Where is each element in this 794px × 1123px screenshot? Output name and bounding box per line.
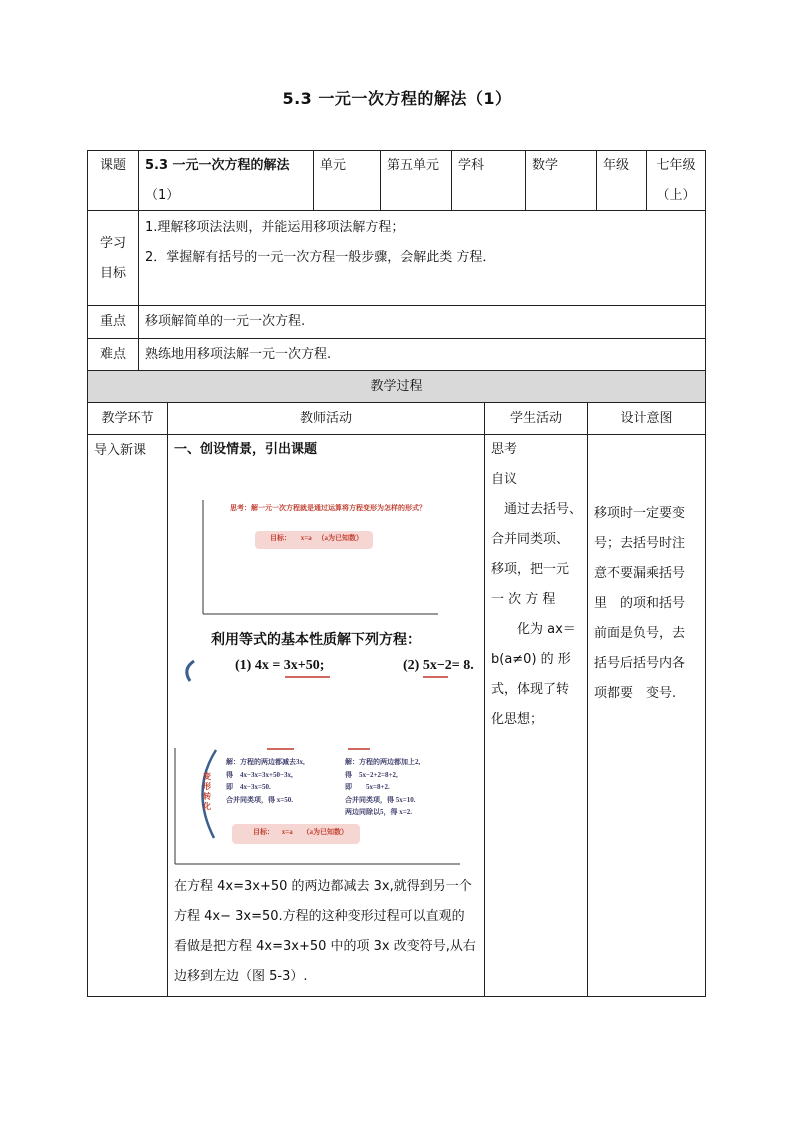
explanation — [174, 872, 476, 992]
equation-1: (1) 4x = 3x+50; — [235, 658, 325, 673]
student-line: 式，体现了转 — [491, 682, 570, 697]
col-student-label: 学生活动 — [509, 411, 562, 426]
slide-2-arc-icon — [187, 661, 194, 681]
goal-item-2: 2．掌握解有括号的一元一次方程一般步骤，会解此类 方程． — [145, 250, 496, 265]
slide-3-step-line: 解：方程的两边都加上2, — [345, 758, 421, 766]
unit-value-cell — [380, 150, 452, 211]
goals-value-cell — [138, 210, 706, 306]
student-activity — [491, 435, 583, 735]
slide-1-goal-note: （a为已知数） — [317, 534, 363, 542]
slide-3-right-steps — [345, 756, 420, 819]
difficulty-label-cell — [87, 338, 139, 371]
topic-value-cell — [138, 150, 314, 211]
slide-3-step-line: 得 5x−2+2=8+2, — [345, 770, 398, 779]
slide-3-step-line: 得 4x−3x=3x+50−3x, — [226, 770, 293, 779]
key-point-value-cell — [138, 305, 706, 339]
topic-line1: 5.3 一元一次方程的解法 — [145, 158, 290, 173]
student-line: 化为 ax＝ — [491, 622, 576, 637]
col-intent-header — [587, 402, 706, 435]
subject-label: 学科 — [458, 158, 485, 173]
stage-value: 导入新课 — [94, 443, 147, 458]
slide-3-step-line: 合并同类项，得 x=50. — [226, 795, 293, 804]
explanation-line: 边移到左边（图 5-3）. — [174, 969, 308, 984]
student-line: 化思想； — [491, 712, 544, 727]
key-point-label-cell — [87, 305, 139, 339]
grade-label-cell — [596, 150, 647, 211]
slide-1 — [200, 496, 442, 618]
grade-line1: 七年级 — [656, 158, 696, 173]
difficulty-label: 难点 — [99, 347, 126, 362]
key-point-value: 移项解简单的一元一次方程. — [145, 314, 306, 329]
slide-1-question: 思考：解一元一次方程就是通过运算将方程变形为怎样的形式？ — [230, 504, 426, 512]
student-line: 移项，把一元 — [491, 562, 570, 577]
student-line: 思考 — [491, 442, 518, 457]
difficulty-value: 熟练地用移项法解一元一次方程. — [145, 347, 332, 362]
slide-3-step-line: 解：方程的两边都减去3x, — [226, 758, 305, 766]
slide-1-goal-prefix: 目标： — [270, 534, 291, 542]
slide-1-goal-expr: x=a — [300, 534, 312, 542]
slide-3-step-line: 即 5x=8+2. — [345, 783, 390, 791]
intent-line: 前面是负号，去 — [594, 626, 686, 641]
key-point-label: 重点 — [99, 314, 126, 329]
student-line: 通过去括号、 — [491, 502, 583, 517]
col-student-header — [484, 402, 588, 435]
intent-line: 移项时一定要变 — [594, 506, 686, 521]
grade-value-cell — [646, 150, 706, 211]
grade-label: 年级 — [603, 158, 630, 173]
process-header: 教学过程 — [370, 379, 423, 394]
intent-line: 括号后括号内各 — [594, 656, 686, 671]
student-line: 自议 — [491, 472, 518, 487]
student-line: 一 次 方 程 — [491, 592, 556, 607]
process-header-cell — [87, 370, 706, 403]
student-line: b(a≠0) 的 形 — [491, 652, 571, 667]
slide-3-step-line: 合并同类项，得 5x=10. — [345, 795, 416, 804]
col-teacher-label: 教师活动 — [299, 411, 352, 426]
col-teacher-header — [167, 402, 485, 435]
slide-3-goal — [253, 826, 348, 838]
explanation-line: 在方程 4x=3x+50 的两边都减去 3x,就得到另一个 — [174, 879, 472, 894]
subject-value-cell — [525, 150, 597, 211]
topic-line2: （1） — [145, 188, 180, 203]
unit-label: 单元 — [320, 158, 347, 173]
grade-line2: （上） — [656, 188, 696, 203]
slide-3-goal-prefix: 目标： — [253, 828, 274, 836]
unit-value: 第五单元 — [387, 158, 440, 173]
topic-label: 课题 — [99, 158, 126, 173]
col-intent-label: 设计意图 — [620, 411, 673, 426]
explanation-line: 看做是把方程 4x=3x+50 中的项 3x 改变符号,从右 — [174, 939, 476, 954]
design-intent — [594, 499, 704, 709]
slide-3-side-label: 变形转化 — [203, 772, 211, 811]
goals-label-cell — [87, 210, 139, 306]
equation-2: (2) 5x−2= 8. — [403, 658, 474, 673]
col-stage-header — [87, 402, 168, 435]
subject-value: 数学 — [532, 158, 559, 173]
explanation-line: 方程 4x− 3x=50.方程的这种变形过程可以直观的 — [174, 909, 465, 924]
difficulty-value-cell — [138, 338, 706, 371]
slide-1-goal — [270, 532, 363, 544]
slide-3-step-line: 两边同除以5，得 x=2. — [345, 808, 412, 816]
student-line: 合并同类项、 — [491, 532, 570, 547]
slide-3-goal-note: （a为已知数） — [302, 828, 348, 836]
slide-3-left-steps — [226, 756, 305, 806]
slide-3-goal-expr: x=a — [281, 828, 293, 836]
stage-cell — [87, 434, 168, 997]
goal-item-1: 1.理解移项法法则，并能运用移项法解方程； — [145, 220, 405, 235]
topic-label-cell — [87, 150, 139, 211]
unit-label-cell — [313, 150, 381, 211]
col-stage-label: 教学环节 — [101, 411, 154, 426]
intent-line: 项都要 变号. — [594, 686, 677, 701]
slide-3-step-line: 即 4x−3x=50. — [226, 783, 271, 791]
slide-2-heading: 利用等式的基本性质解下列方程： — [211, 633, 421, 648]
intent-line: 号；去括号时注 — [594, 536, 686, 551]
section-heading: 一、创设情景，引出课题 — [174, 442, 318, 457]
intent-line: 里 的项和括号 — [594, 596, 686, 611]
intent-line: 意不要漏乘括号 — [594, 566, 686, 581]
page-title: 5.3 一元一次方程的解法（1） — [282, 89, 512, 108]
goals-label-line2: 目标 — [99, 266, 126, 281]
goals-label-line1: 学习 — [99, 236, 126, 251]
subject-label-cell — [451, 150, 526, 211]
